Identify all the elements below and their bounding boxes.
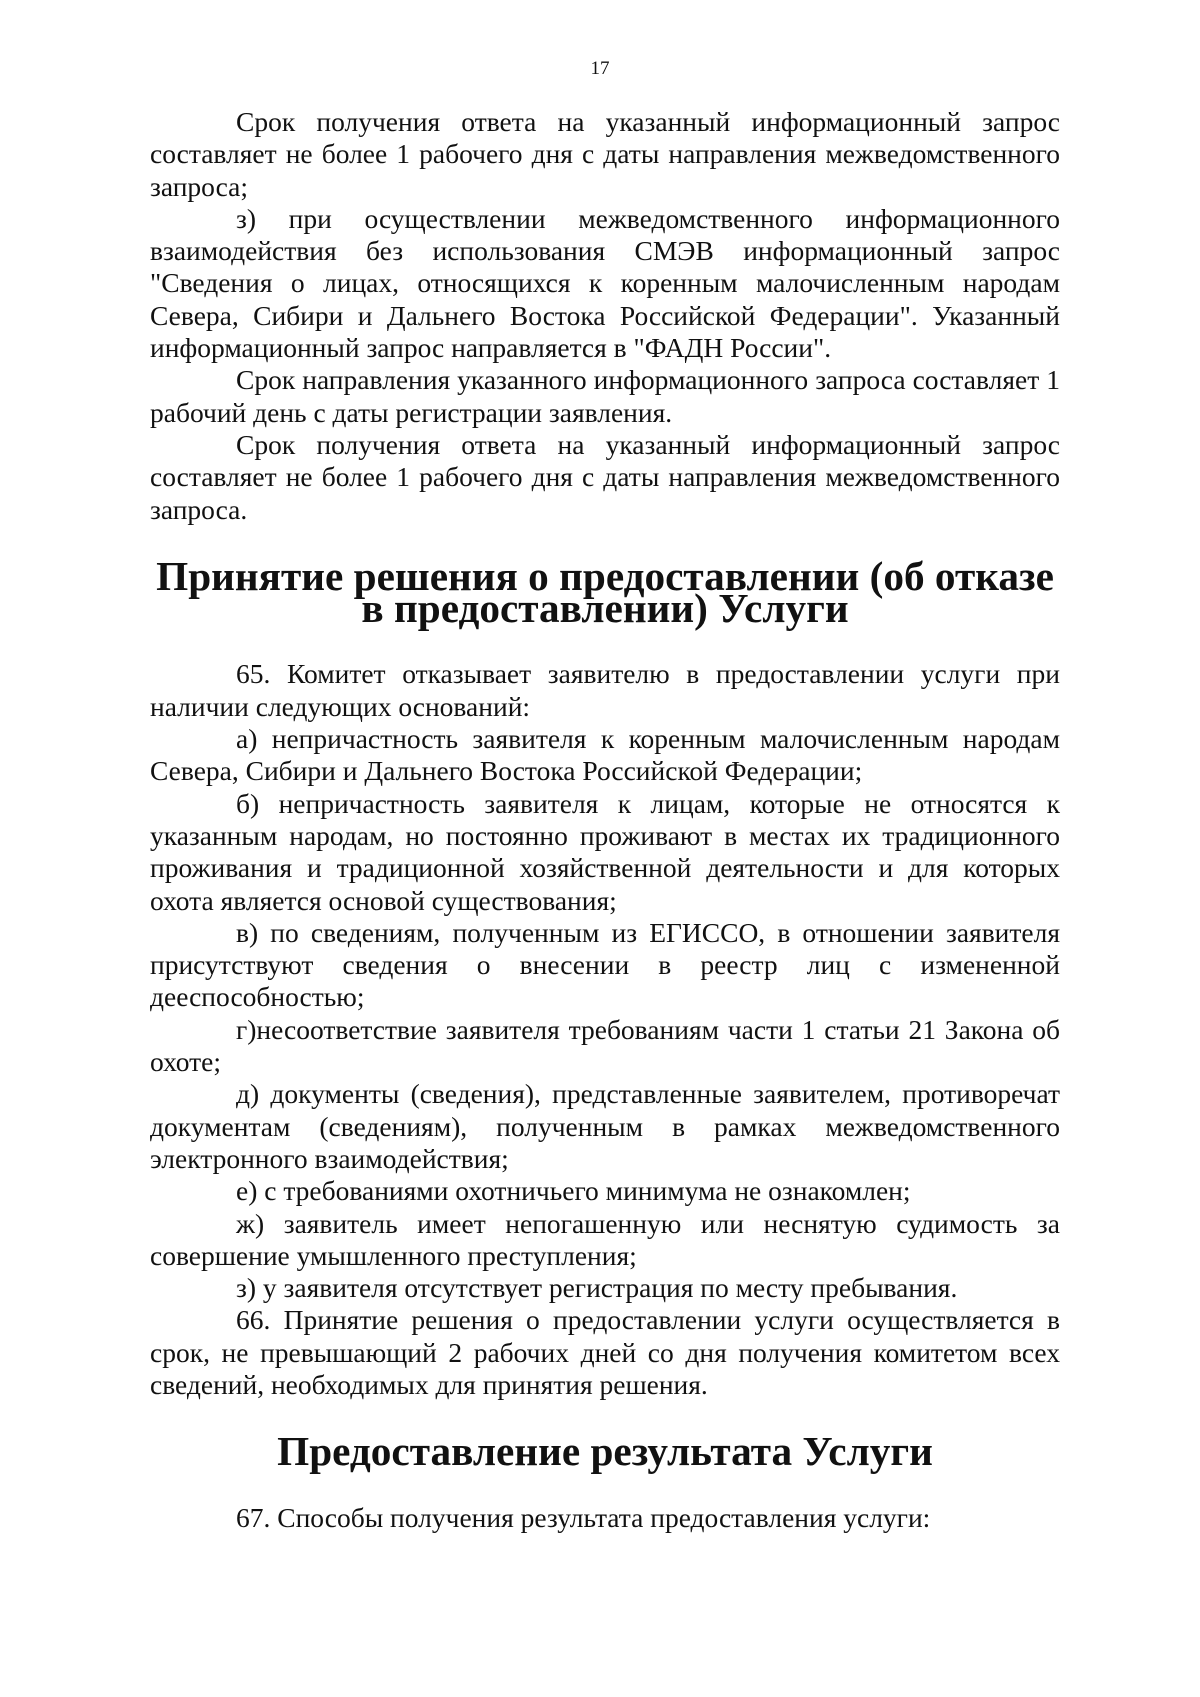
section-heading-result: Предоставление результата Услуги bbox=[277, 1428, 933, 1475]
section-heading-decision: Принятие решения о предоставлении (об отказе в предоставлении) Услуги bbox=[156, 552, 1054, 632]
paragraph-65-zh: ж) заявитель имеет непогашенную или неснятую судимость за совершение умышленного преступления; bbox=[150, 1207, 1060, 1271]
paragraph-65: 65. Комитет отказывает заявителю в предоставлении услуги при наличии следующих оснований: bbox=[150, 658, 1060, 722]
paragraph-65-g: г)несоответствие заявителя требованиям части 1 статьи 21 Закона об охоте; bbox=[150, 1013, 1060, 1078]
paragraph-65-e: е) с требованиями охотничьего минимума не ознакомлен; bbox=[236, 1175, 911, 1207]
paragraph-term-response-2: Срок получения ответа на указанный информационный запрос составляет не более 1 рабочего дня с даты направления межведомственного запроса. bbox=[150, 428, 1060, 525]
paragraph-65-a: а) непричастность заявителя к коренным малочисленным народам Севера, Сибири и Дальнего Востока Российской Федерации; bbox=[150, 723, 1060, 787]
paragraph-term-sending: Срок направления указанного информационного запроса составляет 1 рабочий день с даты регистрации заявления. bbox=[150, 364, 1060, 428]
paragraph-65-d: д) документы (сведения), представленные заявителем, противоречат документам (сведениям), полученным в рамках межведомственного электронного взаимодействия; bbox=[150, 1078, 1060, 1174]
paragraph-67: 67. Способы получения результата предоставления услуги: bbox=[236, 1501, 931, 1533]
document-body bbox=[150, 106, 1060, 1534]
page-number: 17 bbox=[590, 58, 610, 79]
paragraph-term-response-1: Срок получения ответа на указанный информационный запрос составляет не более 1 рабочего дня с даты направления межведомственного запроса; bbox=[150, 106, 1060, 202]
paragraph-65-b: б) непричастность заявителя к лицам, которые не относятся к указанным народам, но постоянно проживают в местах их традиционного проживания и традиционной хозяйственной деятельности и для которых охота является основой существования; bbox=[150, 787, 1060, 916]
paragraph-65-z: з) у заявителя отсутствует регистрация по месту пребывания. bbox=[236, 1272, 958, 1304]
paragraph-66: 66. Принятие решения о предоставлении услуги осуществляется в срок, не превышающий 2 рабочих дней со дня получения комитетом всех сведений, необходимых для принятия решения. bbox=[150, 1304, 1060, 1400]
paragraph-item-z-request: з) при осуществлении межведомственного информационного взаимодействия без использования СМЭВ информационный запрос "Сведения о лицах, относящихся к коренным малочисленным народам Севера, Сибири и Дальнего Востока Российской Федерации". Указанный информационный запрос направляется в "ФАДН России". bbox=[150, 202, 1060, 364]
paragraph-65-v: в) по сведениям, полученным из ЕГИССО, в отношении заявителя присутствуют сведения о внесении в реестр лиц с измененной дееспособностью; bbox=[150, 916, 1060, 1013]
